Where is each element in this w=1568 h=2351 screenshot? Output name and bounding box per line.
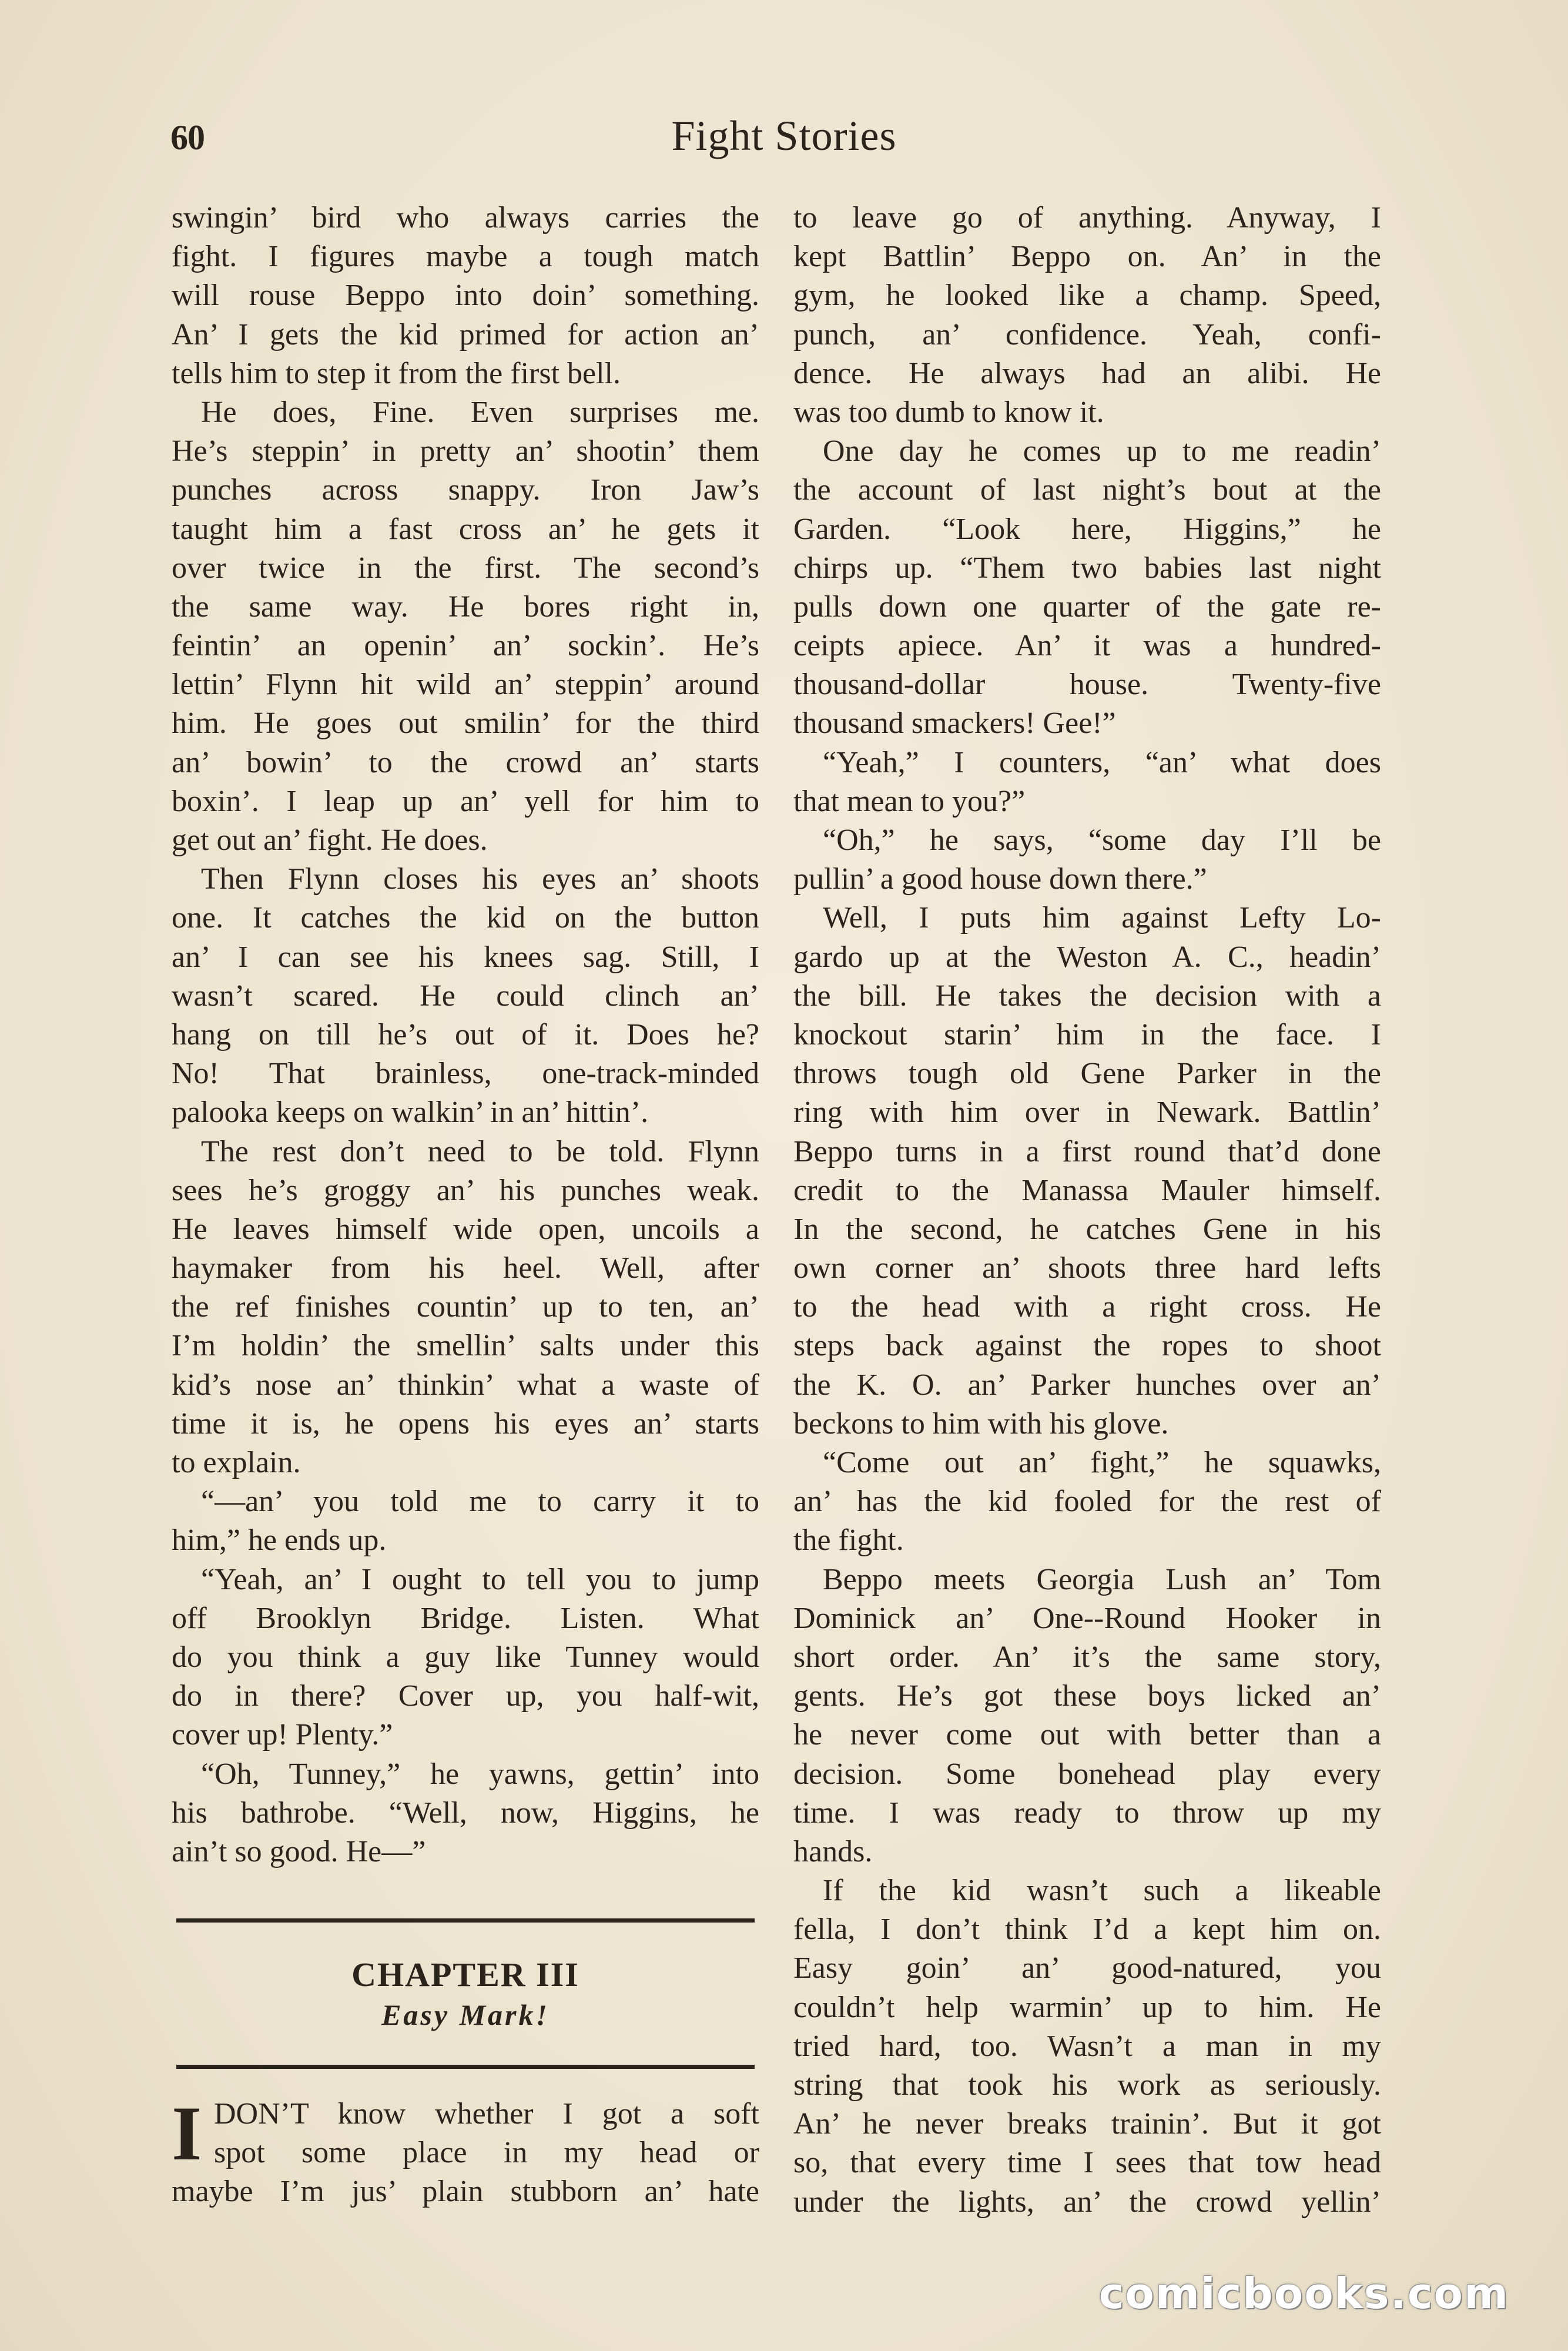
text-line: pullin’ a good house down there.” [793,862,1207,896]
text-line: the bill. He takes the decision with a [793,979,1381,1013]
text-line: couldn’t help warmin’ up to him. He [793,1990,1381,2024]
text-line: off Brooklyn Bridge. Listen. What [172,1601,759,1635]
text-line: an’ has the kid fooled for the rest of [793,1485,1381,1519]
text-line: An’ I gets the kid primed for action an’ [172,317,759,351]
text-line: taught him a fast cross an’ he gets it [172,512,759,546]
text-line: feintin’ an openin’ an’ sockin’. He’s [172,629,759,663]
text-line: that mean to you?” [793,784,1026,818]
text-line: ain’t so good. He—” [172,1834,426,1868]
right-column [793,199,1381,2222]
text-line: thousand smackers! Gee!” [793,706,1116,741]
text-line: time. I was ready to throw up my [793,1796,1381,1830]
chapter-opening [172,2090,759,2212]
text-line: tells him to step it from the first bell. [172,356,621,390]
chapter-subtitle: Easy Mark! [381,1998,550,2032]
text-line: credit to the Manassa Mauler himself. [793,1173,1381,1207]
opening-text [172,2090,759,2212]
text-line: own corner an’ shoots three hard lefts [793,1251,1381,1285]
text-line: kept Battlin’ Beppo on. An’ in the [793,240,1381,274]
text-line: the account of last night’s bout at the [793,473,1381,507]
text-line: will rouse Beppo into doin’ something. [172,279,759,313]
text-line: Beppo meets Georgia Lush an’ Tom [823,1562,1381,1596]
text-line: Well, I puts him against Lefty Lo- [823,901,1381,935]
text-line: fella, I don’t think I’d a kept him on. [793,1913,1381,1947]
text-line: An’ he never breaks trainin’. But it got [793,2107,1381,2141]
text-line: He’s steppin’ in pretty an’ shootin’ them [172,434,759,468]
text-line: He does, Fine. Even surprises me. [201,395,759,429]
chapter-rule-top [176,1918,755,1923]
text-line: “—an’ you told me to carry it to [201,1485,759,1519]
text-line: haymaker from his heel. Well, after [172,1251,759,1285]
text-line: beckons to him with his glove. [793,1406,1169,1441]
text-line: the ref finishes countin’ up to ten, an’ [172,1290,759,1324]
text-line: to leave go of anything. Anyway, I [793,201,1381,235]
text-line: ring with him over in Newark. Battlin’ [793,1096,1381,1130]
text-line: “Yeah, an’ I ought to tell you to jump [201,1562,759,1596]
watermark-logo: comicbooks.com [1098,2269,1509,2318]
text-line: hang on till he’s out of it. Does he? [172,1017,759,1051]
text-line: ceipts apiece. An’ it was a hundred- [793,629,1381,663]
text-line: his bathrobe. “Well, now, Higgins, he [172,1796,759,1830]
text-line: was too dumb to know it. [793,395,1104,429]
text-line: get out an’ fight. He does. [172,823,488,857]
text-line: If the kid wasn’t such a likeable [823,1874,1381,1908]
chapter-rule-bottom [176,2065,755,2069]
text-line: Beppo turns in a first round that’d done [793,1134,1381,1168]
text-line: “Come out an’ fight,” he squawks, [823,1446,1381,1479]
text-line: He leaves himself wide open, uncoils a [172,1212,759,1246]
text-line: time it is, he opens his eyes an’ starts [172,1406,759,1441]
text-line: DON’T know whether I got a soft [214,2097,759,2131]
text-line: maybe I’m jus’ plain stubborn an’ hate [172,2175,759,2209]
text-line: punch, an’ confidence. Yeah, confi- [793,317,1381,351]
text-line: chirps up. “Them two babies last night [793,551,1381,585]
text-line: No! That brainless, one-track-minded [172,1057,759,1091]
text-line: One day he comes up to me readin’ [823,434,1381,468]
text-line: dence. He always had an alibi. He [793,356,1381,390]
text-line: lettin’ Flynn hit wild an’ steppin’ around [172,668,759,702]
text-line: In the second, he catches Gene in his [793,1212,1381,1246]
text-line: “Oh,” he says, “some day I’ll be [823,823,1381,857]
text-line: to explain. [172,1446,301,1479]
text-line: boxin’. I leap up an’ yell for him to [172,784,759,818]
text-line: punches across snappy. Iron Jaw’s [172,473,759,507]
text-line: spot some place in my head or [214,2136,759,2170]
text-line: “Oh, Tunney,” he yawns, gettin’ into [201,1757,759,1791]
text-line: kid’s nose an’ thinkin’ what a waste of [172,1368,759,1402]
text-line: Dominick an’ One--Round Hooker in [793,1601,1381,1635]
text-line: wasn’t scared. He could clinch an’ [172,979,759,1013]
text-line: an’ bowin’ to the crowd an’ starts [172,745,759,779]
text-line: gardo up at the Weston A. C., headin’ [793,940,1381,974]
right-column-text [793,199,1381,2222]
text-line: under the lights, an’ the crowd yellin’ [793,2185,1381,2219]
text-line: I’m holdin’ the smellin’ salts under this [172,1329,759,1363]
text-line: Easy goin’ an’ good-natured, you [793,1951,1381,1985]
text-line: to the head with a right cross. He [793,1290,1381,1324]
text-line: swingin’ bird who always carries the [172,201,759,235]
text-line: hands. [793,1834,873,1868]
text-line: do you think a guy like Tunney would [172,1640,759,1674]
text-line: pulls down one quarter of the gate re- [793,590,1381,624]
left-column-text [172,199,759,1871]
text-line: throws tough old Gene Parker in the [793,1057,1381,1091]
text-line: The rest don’t need to be told. Flynn [201,1134,759,1168]
running-title: Fight Stories [671,112,897,159]
chapter-block [172,1918,759,2069]
text-line: so, that every time I sees that tow head [793,2146,1381,2180]
left-column [172,199,759,2212]
text-line: thousand-dollar house. Twenty-five [793,668,1381,702]
text-line: gym, he looked like a champ. Speed, [793,279,1381,313]
text-line: decision. Some bonehead play every [793,1757,1381,1791]
text-line: one. It catches the kid on the button [172,901,759,935]
text-line: the K. O. an’ Parker hunches over an’ [793,1368,1381,1402]
text-line: sees he’s groggy an’ his punches weak. [172,1173,759,1207]
text-line: Then Flynn closes his eyes an’ shoots [201,862,759,896]
page-header [170,112,1398,176]
text-line: cover up! Plenty.” [172,1718,393,1752]
text-line: do in there? Cover up, you half-wit, [172,1679,759,1713]
text-line: short order. An’ it’s the same story, [793,1640,1381,1674]
text-line: knockout starin’ him in the face. I [793,1017,1381,1051]
drop-cap: I [172,2090,202,2177]
chapter-heading: CHAPTER III [351,1955,579,1994]
text-line: gents. He’s got these boys licked an’ [793,1679,1381,1713]
text-line: palooka keeps on walkin’ in an’ hittin’. [172,1096,649,1130]
text-line: him,” he ends up. [172,1523,387,1558]
text-line: steps back against the ropes to shoot [793,1329,1381,1363]
text-line: over twice in the first. The second’s [172,551,759,585]
text-line: the fight. [793,1523,904,1558]
text-line: “Yeah,” I counters, “an’ what does [823,745,1381,779]
text-line: him. He goes out smilin’ for the third [172,706,759,741]
text-line: an’ I can see his knees sag. Still, I [172,940,759,974]
text-line: fight. I figures maybe a tough match [172,240,759,274]
text-line: Garden. “Look here, Higgins,” he [793,512,1381,546]
text-line: string that took his work as seriously. [793,2068,1381,2102]
page-number: 60 [170,118,205,157]
text-line: he never come out with better than a [793,1718,1381,1752]
text-line: tried hard, too. Wasn’t a man in my [793,2029,1381,2063]
text-line: the same way. He bores right in, [172,590,759,624]
